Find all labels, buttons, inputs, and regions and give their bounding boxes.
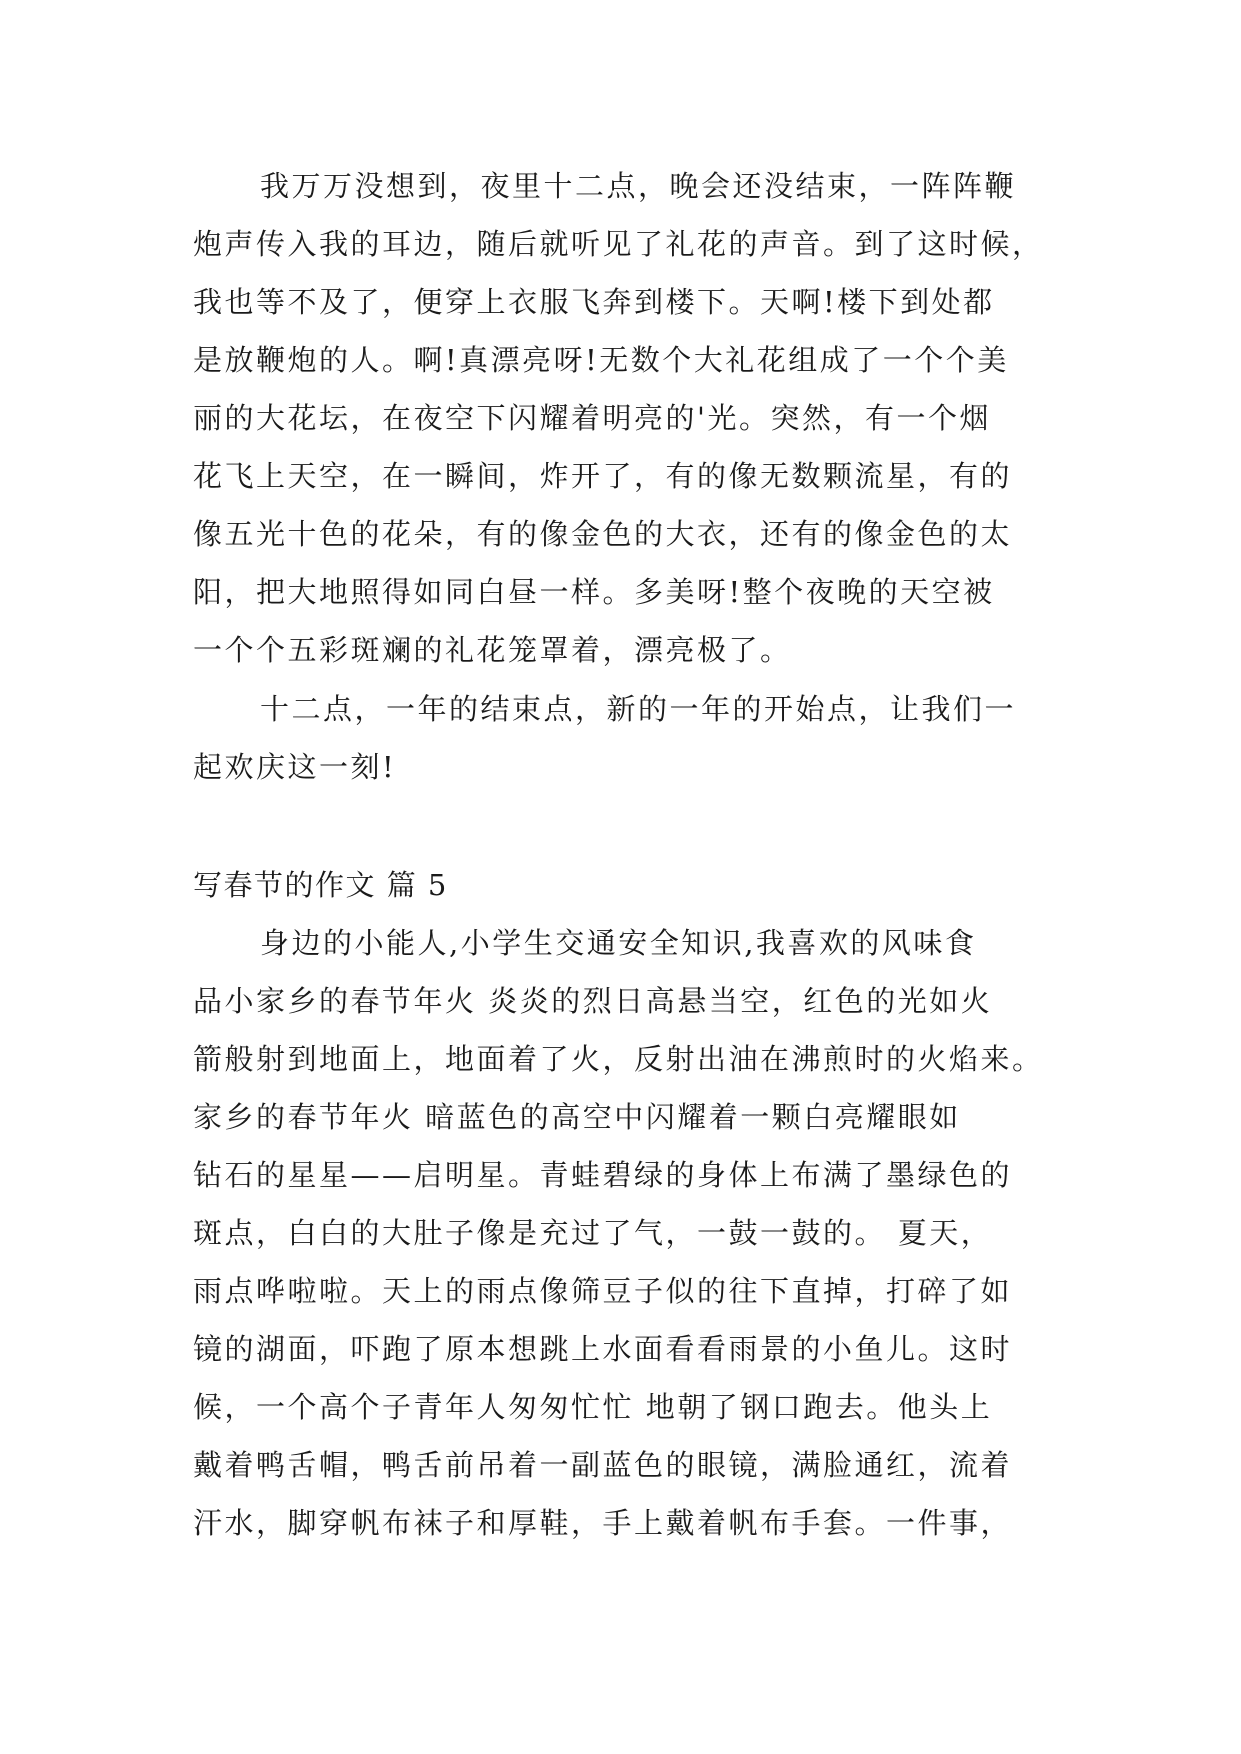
text-line: 候，一个高个子青年人匆匆忙忙 地朝了钢口跑去。他头上 xyxy=(193,1390,993,1424)
text-line: 花飞上天空，在一瞬间，炸开了，有的像无数颗流星，有的 xyxy=(193,459,1013,493)
text-line: 身边的小能人,小学生交通安全知识,我喜欢的风味食 xyxy=(260,926,977,960)
text-line: 我也等不及了，便穿上衣服飞奔到楼下。天啊!楼下到处都 xyxy=(193,285,995,319)
text-line: 丽的大花坛，在夜空下闪耀着明亮的'光。突然，有一个烟 xyxy=(193,401,991,435)
section-heading: 写春节的作文 篇 5 xyxy=(193,868,448,902)
text-line: 一个个五彩斑斓的礼花笼罩着，漂亮极了。 xyxy=(193,633,792,667)
text-line: 箭般射到地面上，地面着了火，反射出油在沸煎时的火焰来。 xyxy=(193,1042,1044,1076)
text-line: 我万万没想到，夜里十二点，晚会还没结束，一阵阵鞭 xyxy=(260,169,1017,203)
paragraph-3 xyxy=(193,914,1053,1552)
text-line: 十二点，一年的结束点，新的一年的开始点，让我们一 xyxy=(260,692,1017,726)
text-line: 钻石的星星——启明星。青蛙碧绿的身体上布满了墨绿色的 xyxy=(193,1158,1013,1192)
text-line: 是放鞭炮的人。啊!真漂亮呀!无数个大礼花组成了一个个美 xyxy=(193,343,1009,377)
text-line: 阳，把大地照得如同白昼一样。多美呀!整个夜晚的天空被 xyxy=(193,575,995,609)
text-line: 炮声传入我的耳边，随后就听见了礼花的声音。到了这时候， xyxy=(193,227,1044,261)
paragraph-2 xyxy=(193,680,1053,796)
text-line: 斑点，白白的大肚子像是充过了气，一鼓一鼓的。 夏天， xyxy=(193,1216,993,1250)
text-line: 像五光十色的花朵，有的像金色的大衣，还有的像金色的太 xyxy=(193,517,1013,551)
text-line: 起欢庆这一刻! xyxy=(193,750,397,784)
text-line: 戴着鸭舌帽，鸭舌前吊着一副蓝色的眼镜，满脸通红，流着 xyxy=(193,1448,1013,1482)
paragraph-1 xyxy=(193,157,1053,679)
text-line: 镜的湖面，吓跑了原本想跳上水面看看雨景的小鱼儿。这时 xyxy=(193,1332,1013,1366)
text-line: 家乡的春节年火 暗蓝色的高空中闪耀着一颗白亮耀眼如 xyxy=(193,1100,961,1134)
text-line: 汗水，脚穿帆布袜子和厚鞋，手上戴着帆布手套。一件事， xyxy=(193,1506,1013,1540)
text-line: 品小家乡的春节年火 炎炎的烈日高悬当空，红色的光如火 xyxy=(193,984,993,1018)
text-line: 雨点哗啦啦。天上的雨点像筛豆子似的往下直掉，打碎了如 xyxy=(193,1274,1013,1308)
